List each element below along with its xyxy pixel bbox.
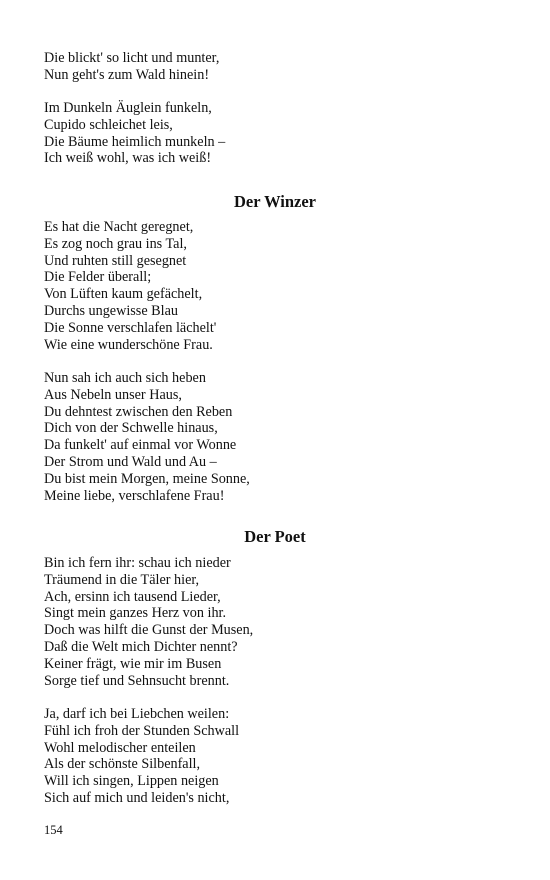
verse-line: Du dehntest zwischen den Reben [44,403,233,420]
stanza [44,706,514,807]
verse-line: Durchs ungewisse Blau [44,302,178,319]
stanza [44,555,514,689]
verse-line: Es hat die Nacht geregnet, [44,219,194,235]
verse-line: Nun sah ich auch sich heben [44,370,206,386]
verse-line: Als der schönste Silbenfall, [44,756,201,773]
verse-line: Wie eine wunderschöne Frau. [44,336,213,353]
verse-line: Keiner frägt, wie mir im Busen [44,655,222,672]
verse-line: Singt mein ganzes Herz von ihr. [44,605,227,622]
verse-line: Meine liebe, verschlafene Frau! [44,487,225,504]
verse-line: Daß die Welt mich Dichter nennt? [44,638,238,655]
verse-line: Ich weiß wohl, was ich weiß! [44,150,212,167]
verse-line: Aus Nebeln unser Haus, [44,386,182,403]
verse-line: Es zog noch grau ins Tal, [44,235,187,252]
verse-line: Die Felder überall; [44,269,152,286]
verse-line: Und ruhten still gesegnet [44,252,187,269]
verse-line: Nun geht's zum Wald hinein! [44,66,210,83]
verse-line: Sich auf mich und leiden's nicht, [44,789,230,806]
poem-title: Der Poet [244,527,306,546]
verse-line: Die blickt' so licht und munter, [44,50,220,66]
verse-line: Sorge tief und Sehnsucht brennt. [44,672,230,689]
stanza [44,219,514,353]
verse-line: Im Dunkeln Äuglein funkeln, [44,100,212,116]
verse-line: Der Strom und Wald und Au – [44,453,217,470]
verse-line: Will ich singen, Lippen neigen [44,773,219,790]
verse-line: Die Bäume heimlich munkeln – [44,133,226,150]
verse-line: Träumend in die Täler hier, [44,571,200,588]
stanza [44,50,514,84]
verse-line: Bin ich fern ihr: schau ich nieder [44,555,231,571]
stanza [44,100,514,167]
poem-title: Der Winzer [233,192,317,211]
verse-line: Die Sonne verschlafen lächelt' [44,319,217,336]
verse-line: Fühl ich froh der Stunden Schwall [44,722,240,739]
verse-line: Von Lüften kaum gefächelt, [44,286,203,303]
verse-line: Wohl melodischer enteilen [44,739,196,756]
verse-line: Cupido schleichet leis, [44,116,173,133]
verse-line: Doch was hilft die Gunst der Musen, [44,622,254,639]
verse-line: Du bist mein Morgen, meine Sonne, [44,470,250,487]
verse-line: Ja, darf ich bei Liebchen weilen: [44,706,230,722]
page-number: 154 [44,823,63,837]
verse-line: Dich von der Schwelle hinaus, [44,420,218,437]
verse-line: Ach, ersinn ich tausend Lieder, [44,588,221,605]
verse-line: Da funkelt' auf einmal vor Wonne [44,437,237,454]
stanza [44,370,514,504]
